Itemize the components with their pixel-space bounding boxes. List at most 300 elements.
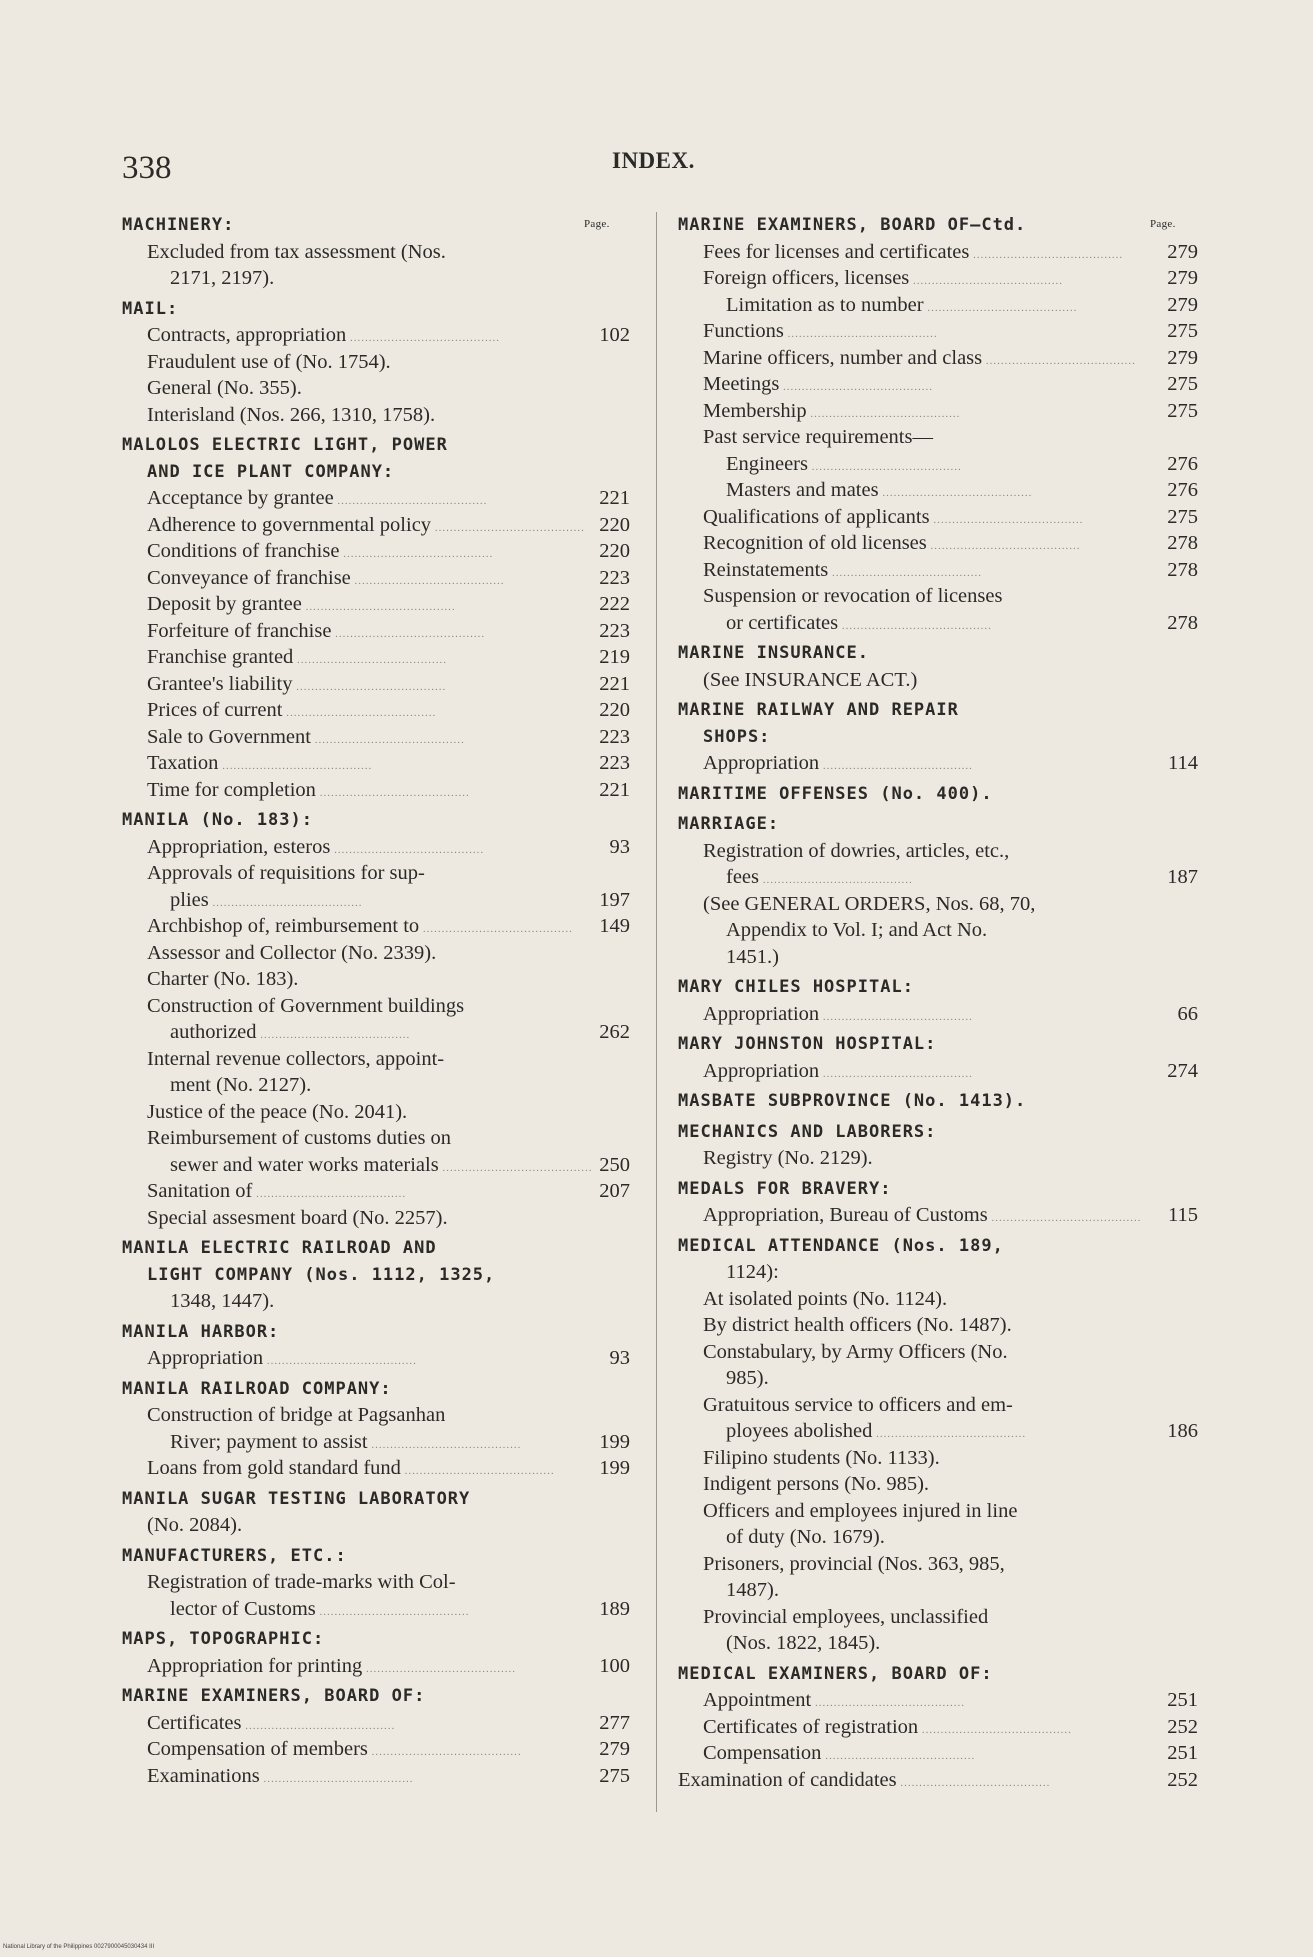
leader-dots: ........................................ [252,1188,407,1200]
page-reference: 278 [1161,530,1198,557]
page-reference: 275 [1161,371,1198,398]
entry-text: Approvals of requisitions for sup- [147,862,425,884]
page-reference: 102 [593,322,630,349]
page-reference: 186 [1161,1418,1198,1445]
entry-text: Gratuitous service to officers and em- [703,1393,1013,1416]
index-heading [122,807,630,834]
leader-dots: ........................................ [431,521,585,534]
index-heading [122,1235,630,1262]
index-entry [122,322,630,349]
index-entry [122,1288,630,1315]
page-number: 338 [122,150,172,186]
index-entry [678,1001,1198,1028]
entry-text: Adherence to governmental policy [147,513,432,536]
index-heading [678,697,1198,724]
index-heading [122,459,630,486]
entry-text: Certificates [147,1711,242,1734]
leader-dots: ........................................ [331,627,486,640]
index-entry [678,1058,1198,1085]
index-entry [122,966,630,993]
page-reference: 252 [1161,1714,1198,1741]
entry-text: Officers and employees injured in line [703,1499,1018,1522]
entry-text: ployees abolished [726,1420,873,1442]
index-heading [678,1661,1198,1688]
entry-text: authorized [170,1021,257,1043]
page-reference: 275 [1161,318,1198,345]
index-entry [122,239,630,266]
index-heading [678,640,1198,667]
page-reference: 223 [593,565,630,592]
entry-text: 985). [726,1367,769,1389]
entry-text: Appropriation for printing [147,1654,363,1677]
index-entry [122,349,630,376]
footer-text: National Library of the Philippines 0027900045030434 III [3,1944,155,1950]
leader-dots: ........................................ [400,1465,555,1477]
entry-text: MALOLOS ELECTRIC LIGHT, POWER [122,435,448,455]
entry-text: MARINE INSURANCE. [678,643,869,663]
page-reference: 275 [1161,398,1198,425]
entry-text: MARY JOHNSTON HOSPITAL: [678,1034,937,1054]
leader-dots: ........................................ [987,1212,1142,1224]
entry-text: MARINE EXAMINERS, BOARD OF—Ctd. [678,215,1027,235]
entry-text: At isolated points (No. 1124). [703,1287,948,1310]
entry-text: Foreign officers, licenses [703,267,910,289]
entry-text: MANUFACTURERS, ETC.: [122,1545,347,1566]
index-entry [122,1763,630,1790]
index-entry [122,940,630,967]
entry-text: Indigent persons (No. 985). [703,1473,930,1495]
index-entry [678,583,1198,610]
leader-dots: ........................................ [315,1605,470,1618]
index-entry [678,371,1198,398]
index-entry [678,1445,1198,1472]
entry-text: Masters and mates [726,479,879,501]
entry-text: MEDICAL EXAMINERS, BOARD OF: [678,1663,993,1684]
entry-text: Engineers [726,452,808,475]
index-heading [122,1543,630,1570]
index-heading [678,1088,1198,1115]
page-reference: 250 [593,1152,630,1179]
index-entry [122,1596,630,1623]
entry-text: Recognition of old licenses [703,532,927,554]
entry-text: Constabulary, by Army Officers (No. [703,1340,1008,1363]
leader-dots: ........................................ [923,301,1078,314]
entry-text: Contracts, appropriation [147,324,347,346]
entry-text: Justice of the peace (No. 2041). [147,1100,408,1123]
index-entry [678,1471,1198,1498]
entry-text: LIGHT COMPANY (Nos. 1112, 1325, [147,1264,496,1285]
entry-text: Appointment [703,1689,812,1711]
index-entry [122,1710,630,1737]
index-entry [678,345,1198,372]
leader-dots: ........................................ [783,328,938,340]
column-divider [656,212,657,1812]
index-entry [678,1312,1198,1339]
page-reference: 221 [593,777,630,804]
index-entry [122,485,630,512]
index-entry [678,944,1198,971]
page-reference: 223 [593,750,630,777]
leader-dots: ........................................ [218,760,373,772]
entry-text: Registration of trade-marks with Col- [147,1571,456,1593]
leader-dots: ........................................ [330,843,485,856]
leader-dots: ........................................ [878,487,1033,499]
leader-dots: ........................................ [821,1750,976,1762]
entry-text: or certificates [726,611,839,634]
leader-dots: ........................................ [263,1355,417,1367]
page-reference: 93 [604,834,631,861]
page-reference: 220 [593,538,630,565]
entry-text: lector of Customs [170,1597,316,1620]
index-entry [678,477,1198,504]
leader-dots: ........................................ [241,1719,396,1732]
index-entry [678,1577,1198,1604]
entry-text: Compensation [703,1742,822,1764]
index-entry [678,864,1198,891]
index-entry [678,1630,1198,1657]
entry-text: MEDALS FOR BRAVERY: [678,1178,892,1199]
index-entry [678,1714,1198,1741]
entry-text: Appropriation, Bureau of Customs [703,1204,988,1226]
page-reference: 277 [593,1710,630,1737]
page-reference: 279 [1161,292,1198,319]
leader-dots: ........................................ [301,601,456,613]
entry-text: Registry (No. 2129). [703,1147,873,1169]
index-entry [678,1286,1198,1313]
leader-dots: ........................................ [367,1438,522,1451]
page-reference: 279 [593,1736,630,1763]
page-reference: 279 [1161,345,1198,372]
entry-text: MAIL: [122,298,179,319]
right-page-column-header: Page. [1150,218,1176,230]
entry-text: Prices of current [147,699,283,721]
entry-text: Excluded from tax assessment (Nos. [147,240,446,263]
index-entry [122,1205,630,1232]
entry-text: MARY CHILES HOSPITAL: [678,977,914,997]
entry-text: Compensation of members [147,1738,368,1760]
index-entry [122,1072,630,1099]
index-heading [678,781,1198,808]
index-entry [678,318,1198,345]
page-reference: 220 [593,697,630,724]
page-reference: 223 [593,724,630,751]
index-entry [678,1365,1198,1392]
entry-text: Loans from gold standard fund [147,1457,401,1479]
page-reference: 187 [1161,864,1198,891]
right-index-column [678,212,1198,1793]
leader-dots: ........................................ [310,733,465,746]
entry-text: MACHINERY: [122,215,235,235]
entry-text: (See GENERAL ORDERS, Nos. 68, 70, [703,892,1036,915]
index-entry [122,591,630,618]
entry-text: (Nos. 1822, 1845). [726,1632,881,1654]
page-reference: 220 [593,512,630,539]
index-heading [678,1119,1198,1146]
entry-text: Qualifications of applicants [703,505,930,528]
entry-text: 1487). [726,1579,779,1601]
index-heading [678,212,1198,239]
page-reference: 221 [593,485,630,512]
entry-text: Past service requirements— [703,426,933,448]
entry-text: (No. 2084). [147,1514,243,1536]
index-entry [678,1551,1198,1578]
leader-dots: ........................................ [293,654,448,666]
entry-text: Registration of dowries, articles, etc., [703,839,1010,862]
entry-text: MANILA ELECTRIC RAILROAD AND [122,1238,437,1258]
page-reference: 276 [1161,451,1198,478]
page-reference: 199 [593,1455,630,1482]
entry-text: Forfeiture of franchise [147,619,332,642]
page-reference: 252 [1161,1767,1198,1794]
index-entry [122,724,630,751]
entry-text: Special assesment board (No. 2257). [147,1206,448,1229]
entry-text: Prisoners, provincial (Nos. 363, 985, [703,1552,1005,1575]
leader-dots: ........................................ [819,1010,973,1023]
leader-dots: ........................................ [362,1662,516,1675]
page-reference: 115 [1162,1202,1198,1229]
entry-text: sewer and water works materials [170,1153,439,1176]
index-entry [678,838,1198,865]
entry-text: 1451.) [726,945,779,968]
page-reference: 100 [593,1653,630,1680]
leader-dots: ........................................ [259,1772,414,1785]
page-title: INDEX. [612,148,695,173]
leader-dots: ........................................ [909,275,1064,287]
index-entry [678,1145,1198,1172]
index-entry [678,1767,1198,1794]
entry-text: Construction of Government buildings [147,994,465,1017]
entry-text: Certificates of registration [703,1715,919,1738]
index-entry [122,860,630,887]
index-heading [678,974,1198,1001]
entry-text: Conditions of franchise [147,540,340,562]
entry-text: Membership [703,399,807,422]
index-entry [678,610,1198,637]
page-reference: 274 [1161,1058,1198,1085]
entry-text: Examination of candidates [678,1768,897,1791]
index-heading [122,432,630,459]
entry-text: MEDICAL ATTENDANCE (Nos. 189, [678,1235,1004,1256]
entry-text: Conveyance of franchise [147,566,351,589]
index-entry [122,993,630,1020]
leader-dots: ........................................ [969,248,1124,261]
page-reference: 207 [593,1178,630,1205]
entry-text: Appropriation [703,1002,820,1025]
page-reference: 189 [593,1596,630,1623]
index-entry [678,398,1198,425]
leader-dots: ........................................ [292,680,447,693]
leader-dots: ........................................ [982,354,1136,367]
index-entry [678,1339,1198,1366]
entry-text: Deposit by grantee [147,593,302,615]
index-entry [678,917,1198,944]
entry-text: General (No. 355). [147,377,302,399]
leader-dots: ........................................ [367,1746,522,1758]
entry-text: MANILA SUGAR TESTING LABORATORY [122,1488,471,1509]
index-entry [678,1392,1198,1419]
leader-dots: ........................................ [838,619,992,632]
index-entry [678,750,1198,777]
page-reference: 114 [1162,750,1198,777]
leader-dots: ........................................ [807,460,962,473]
entry-text: AND ICE PLANT COMPANY: [147,461,395,482]
index-entry [122,1512,630,1539]
entry-text: fees [726,866,760,888]
page-reference: 279 [1161,239,1198,266]
leader-dots: ........................................ [811,1697,965,1709]
page-reference: 262 [593,1019,630,1046]
index-entry [122,1152,630,1179]
index-heading [122,1486,630,1513]
entry-text: Archbishop of, reimbursement to [147,915,420,937]
index-entry [678,1524,1198,1551]
index-heading [122,1262,630,1289]
index-entry [122,1736,630,1763]
index-entry [122,375,630,402]
index-entry [122,671,630,698]
index-entry [678,1604,1198,1631]
index-entry [678,292,1198,319]
entry-text: Time for completion [147,778,316,801]
index-heading [122,212,630,239]
index-entry [678,1687,1198,1714]
entry-text: 1348, 1447). [170,1290,275,1312]
index-entry [122,750,630,777]
index-entry [678,1418,1198,1445]
index-entry [122,1125,630,1152]
entry-text: Appropriation [147,1347,264,1369]
page-reference: 197 [593,887,630,914]
leader-dots: ........................................ [929,513,1084,526]
page-reference: 199 [593,1429,630,1456]
entry-text: Appropriation, esteros [147,835,331,858]
index-entry [678,1740,1198,1767]
left-page-column-header: Page. [584,218,610,230]
page-reference: 278 [1161,610,1198,637]
entry-text: Sale to Government [147,725,311,748]
index-heading [122,1376,630,1403]
leader-dots: ........................................ [346,332,501,344]
page-reference: 251 [1161,1740,1198,1767]
entry-text: Functions [703,320,784,342]
index-heading [122,296,630,323]
leader-dots: ........................................ [779,381,934,393]
index-entry [122,402,630,429]
entry-text: Construction of bridge at Pagsanhan [147,1404,446,1426]
page-reference: 221 [593,671,630,698]
page-reference: 275 [1161,504,1198,531]
leader-dots: ........................................ [282,707,437,719]
index-entry [678,451,1198,478]
entry-text: Appropriation [703,752,820,774]
entry-text: Reimbursement of customs duties on [147,1127,452,1149]
leader-dots: ........................................ [896,1776,1051,1789]
index-entry [122,1429,630,1456]
page-reference: 222 [593,591,630,618]
index-heading [678,1233,1198,1260]
page-reference: 66 [1172,1001,1199,1028]
index-entry [678,530,1198,557]
entry-text: MANILA RAILROAD COMPANY: [122,1378,392,1399]
entry-text: Appropriation [703,1059,820,1082]
entry-text: Fraudulent use of (No. 1754). [147,350,391,373]
entry-text: Charter (No. 183). [147,968,299,990]
index-heading [122,1626,630,1653]
entry-text: MARINE RAILWAY AND REPAIR [678,700,959,720]
index-entry [678,667,1198,694]
entry-text: Appendix to Vol. I; and Act No. [726,919,988,941]
page-reference: 219 [593,644,630,671]
index-entry [678,265,1198,292]
entry-text: Limitation as to number [726,293,924,316]
left-index-column [122,212,630,1789]
index-heading [678,724,1198,751]
leader-dots: ........................................ [350,574,505,587]
index-entry [678,557,1198,584]
page-reference: 251 [1161,1687,1198,1714]
index-entry [122,1569,630,1596]
index-entry [678,1202,1198,1229]
index-entry [122,1019,630,1046]
page-reference: 279 [1161,265,1198,292]
index-entry [122,538,630,565]
index-entry [122,834,630,861]
entry-text: Franchise granted [147,646,294,668]
entry-text: MECHANICS AND LABORERS: [678,1121,937,1142]
entry-text: MANILA HARBOR: [122,1321,280,1342]
index-heading [678,1031,1198,1058]
index-entry [122,618,630,645]
index-entry [122,644,630,671]
leader-dots: ........................................ [819,760,973,772]
index-entry [678,1259,1198,1286]
entry-text: 2171, 2197). [170,267,275,289]
leader-dots: ........................................ [315,786,470,799]
index-entry [122,1178,630,1205]
index-entry [678,424,1198,451]
index-entry [678,891,1198,918]
index-entry [122,1455,630,1482]
entry-text: Examinations [147,1764,260,1787]
entry-text: Internal revenue collectors, appoint- [147,1047,445,1070]
entry-text: Reinstatements [703,558,829,581]
entry-text: (See INSURANCE ACT.) [703,668,918,691]
page-reference: 276 [1161,477,1198,504]
leader-dots: ........................................ [759,874,913,886]
entry-text: MANILA (No. 183): [122,810,313,830]
leader-dots: ........................................ [806,407,961,420]
page-reference: 275 [593,1763,630,1790]
entry-text: By district health officers (No. 1487). [703,1314,1012,1336]
leader-dots: ........................................ [828,566,983,579]
entry-text: MARRIAGE: [678,814,780,834]
index-entry [122,913,630,940]
index-entry [122,1653,630,1680]
page-reference: 223 [593,618,630,645]
leader-dots: ........................................ [208,896,363,909]
entry-text: Assessor and Collector (No. 2339). [147,941,437,964]
entry-text: Grantee's liability [147,672,293,695]
entry-text: Filipino students (No. 1133). [703,1446,940,1469]
page-reference: 93 [604,1345,631,1372]
entry-text: MARINE EXAMINERS, BOARD OF: [122,1686,426,1706]
index-entry [678,1498,1198,1525]
entry-text: River; payment to assist [170,1430,368,1453]
page-reference: 278 [1161,557,1198,584]
leader-dots: ........................................ [438,1161,593,1174]
entry-text: Suspension or revocation of licenses [703,585,1003,607]
index-entry [122,887,630,914]
